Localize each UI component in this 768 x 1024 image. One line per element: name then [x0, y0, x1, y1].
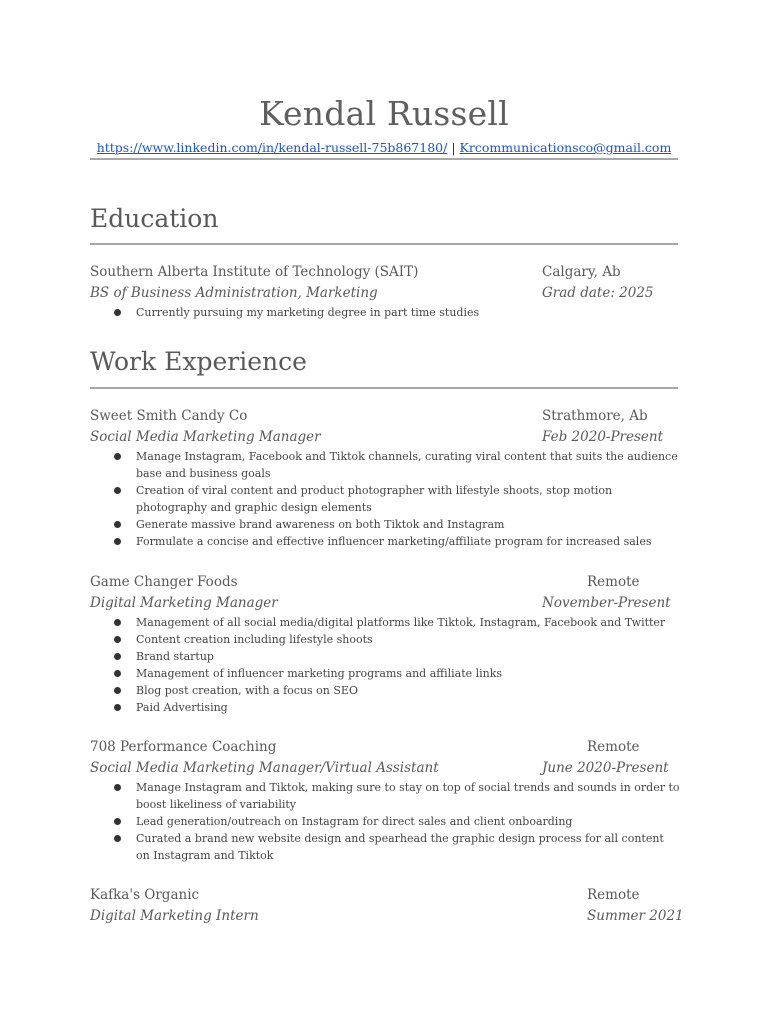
job-role: Social Media Marketing Manager [90, 429, 321, 445]
list-item: Management of influencer marketing programs and affiliate links [90, 665, 680, 682]
bullet-icon [114, 309, 121, 316]
bullet-icon [114, 704, 121, 711]
job-company: 708 Performance Coaching [90, 739, 277, 755]
list-item: Blog post creation, with a focus on SEO [90, 682, 680, 699]
job-3-role-row [90, 760, 680, 776]
job-1-bullets [90, 448, 680, 550]
job-3-bullets [90, 779, 680, 864]
list-item: Curated a brand new website design and spearhead the graphic design process for all content on Instagram and Tiktok [90, 830, 680, 864]
list-item: Manage Instagram, Facebook and Tiktok channels, curating viral content that suits the audience base and business goals [90, 448, 680, 482]
job-4-company-row [90, 887, 680, 903]
job-role: Digital Marketing Manager [90, 595, 278, 611]
degree-name: BS of Business Administration, Marketing [90, 285, 378, 301]
candidate-name: Kendal Russell [259, 94, 509, 133]
education-degree-row [90, 285, 680, 301]
job-company: Kafka's Organic [90, 887, 200, 903]
job-4-role-row [90, 908, 684, 924]
bullet-icon [114, 636, 121, 643]
contact-line [90, 140, 678, 155]
bullet-icon [114, 487, 121, 494]
contact-separator: | [451, 140, 456, 155]
education-divider [90, 243, 678, 245]
job-location: Remote [587, 574, 640, 590]
bullet-icon [114, 835, 121, 842]
job-company: Sweet Smith Candy Co [90, 408, 248, 424]
job-3-company-row [90, 739, 680, 755]
bullet-icon [114, 670, 121, 677]
list-item: Creation of viral content and product photographer with lifestyle shoots, stop motion photography and graphic design elements [90, 482, 680, 516]
job-role: Social Media Marketing Manager/Virtual Assistant [90, 760, 439, 776]
school-name: Southern Alberta Institute of Technology (SAIT) [90, 264, 419, 280]
grad-date: Grad date: 2025 [542, 285, 654, 301]
job-dates: June 2020-Present [542, 760, 669, 776]
job-dates: Feb 2020-Present [542, 429, 664, 445]
bullet-icon [114, 619, 121, 626]
list-item: Formulate a concise and effective influencer marketing/affiliate program for increased sales [90, 533, 680, 550]
job-location: Remote [587, 739, 640, 755]
email-link[interactable]: Krcommunicationsco@gmail.com [459, 140, 672, 155]
job-dates: Summer 2021 [587, 908, 684, 924]
work-divider [90, 387, 678, 389]
job-1-company-row [90, 408, 680, 424]
job-location: Remote [587, 887, 640, 903]
bullet-icon [114, 818, 121, 825]
job-dates: November-Present [542, 595, 671, 611]
job-location: Strathmore, Ab [542, 408, 648, 424]
bullet-icon [114, 521, 121, 528]
list-item: Management of all social media/digital platforms like Tiktok, Instagram, Facebook and Twitter [90, 614, 680, 631]
work-heading: Work Experience [90, 347, 307, 376]
job-2-role-row [90, 595, 680, 611]
bullet-icon [114, 784, 121, 791]
list-item: Lead generation/outreach on Instagram for direct sales and client onboarding [90, 813, 680, 830]
school-location: Calgary, Ab [542, 264, 621, 280]
bullet-icon [114, 453, 121, 460]
list-item: Manage Instagram and Tiktok, making sure to stay on top of social trends and sounds in order to boost likeliness of variability [90, 779, 680, 813]
job-2-bullets [90, 614, 680, 716]
list-item: Generate massive brand awareness on both Tiktok and Instagram [90, 516, 680, 533]
list-item: Paid Advertising [90, 699, 680, 716]
job-company: Game Changer Foods [90, 574, 238, 590]
list-item: Brand startup [90, 648, 680, 665]
education-heading: Education [90, 204, 219, 233]
bullet-icon [114, 538, 121, 545]
bullet-icon [114, 687, 121, 694]
header-divider [90, 158, 678, 160]
list-item: Content creation including lifestyle shoots [90, 631, 680, 648]
job-1-role-row [90, 429, 680, 445]
linkedin-link[interactable]: https://www.linkedin.com/in/kendal-russell-75b867180/ [96, 140, 448, 155]
job-role: Digital Marketing Intern [90, 908, 259, 924]
list-item: Currently pursuing my marketing degree in part time studies [90, 304, 680, 321]
education-school-row [90, 264, 680, 280]
education-bullets [90, 304, 680, 321]
bullet-icon [114, 653, 121, 660]
job-2-company-row [90, 574, 680, 590]
